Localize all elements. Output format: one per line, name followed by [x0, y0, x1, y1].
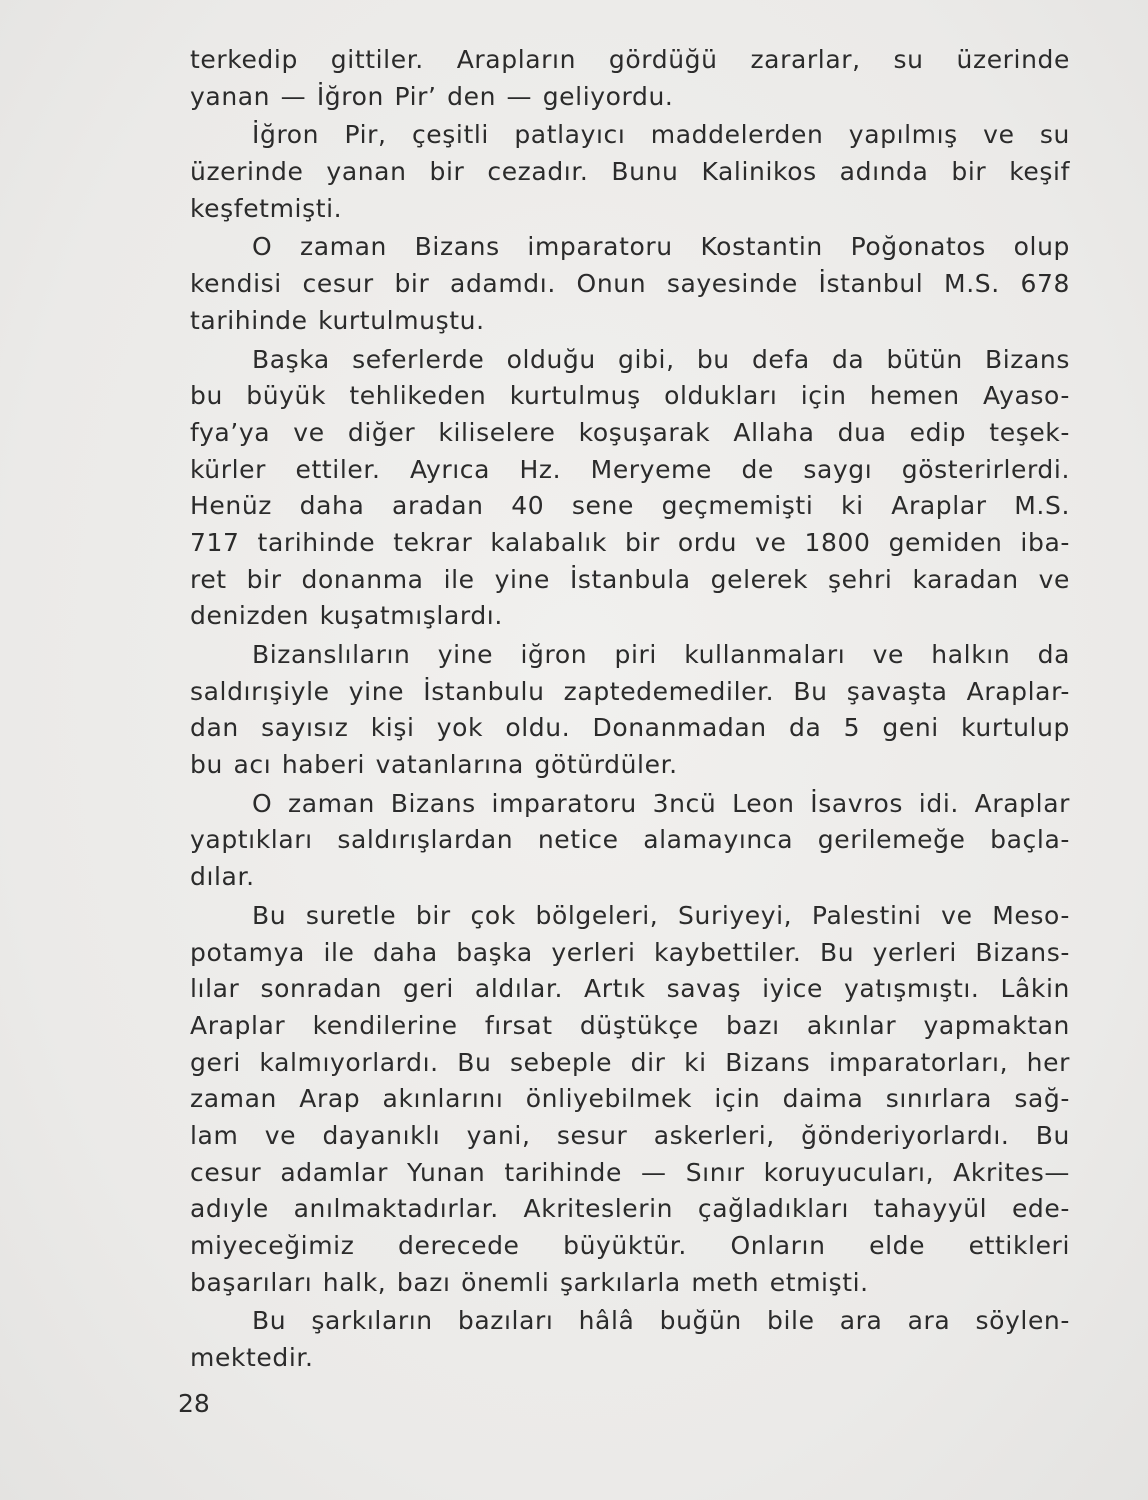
text-line: lılar sonradan geri aldılar. Artık savaş iyice yatışmıştı. Lâkin — [190, 974, 1070, 1004]
text-line: zaman Arap akınlarını önliyebilmek için daima sınırlara sağ- — [190, 1084, 1070, 1114]
text-line: saldırışiyle yine İstanbulu zaptedemediler. Bu şavaşta Araplar- — [190, 676, 1070, 706]
text-line: yanan — İğron Pir’ den — geliyordu. — [190, 81, 674, 111]
paragraph-8 — [190, 1303, 1070, 1376]
text-line: tarihinde kurtulmuştu. — [190, 305, 485, 335]
text-line: terkedip gittiler. Arapların gördüğü zararlar, su üzerinde — [190, 45, 1070, 74]
text-line: Bizanslıların yine iğron piri kullanmaları ve halkın da — [252, 640, 1070, 669]
text-line: Başka seferlerde olduğu gibi, bu defa da bütün Bizans — [252, 344, 1070, 374]
text-line: O zaman Bizans imparatoru 3ncü Leon İsavros idi. Araplar — [252, 788, 1070, 818]
text-line: 717 tarihinde tekrar kalabalık bir ordu ve 1800 gemiden iba- — [190, 527, 1070, 557]
text-line: denizden kuşatmışlardı. — [190, 601, 503, 631]
text-line: Henüz daha aradan 40 sene geçmemişti ki Araplar M.S. — [190, 491, 1070, 521]
paragraph-4 — [190, 342, 1070, 636]
paragraph-1 — [190, 42, 1070, 115]
body-text — [190, 42, 1070, 1379]
text-line: ret bir donanma ile yine İstanbula gelerek şehri karadan ve — [190, 564, 1070, 594]
page-number: 28 — [178, 1389, 210, 1418]
text-line: cesur adamlar Yunan tarihinde — Sınır koruyucuları, Akrites— — [190, 1157, 1070, 1187]
text-line: lam ve dayanıklı yani, sesur askerleri, ğönderiyorlardı. Bu — [190, 1120, 1070, 1150]
paragraph-7 — [190, 898, 1070, 1302]
text-line: bu büyük tehlikeden kurtulmuş oldukları için hemen Ayaso- — [190, 381, 1070, 411]
paragraph-2 — [190, 117, 1070, 227]
text-line: üzerinde yanan bir cezadır. Bunu Kalinikos adında bir keşif — [190, 157, 1070, 187]
text-line: fya’ya ve diğer kiliselere koşuşarak Allaha dua edip teşek- — [190, 417, 1070, 447]
text-line: İğron Pir, çeşitli patlayıcı maddelerden yapılmış ve su — [252, 120, 1070, 150]
text-line: Araplar kendilerine fırsat düştükçe bazı akınlar yapmaktan — [190, 1010, 1070, 1040]
text-line: Bu suretle bir çok bölgeleri, Suriyeyi, Palestini ve Meso- — [252, 900, 1070, 930]
paragraph-3 — [190, 229, 1070, 339]
text-line: başarıları halk, bazı önemli şarkılarla meth etmişti. — [190, 1267, 869, 1297]
text-line: yaptıkları saldırışlardan netice alamayınca gerilemeğe baçla- — [190, 825, 1070, 855]
text-line: geri kalmıyorlardı. Bu sebeple dir ki Bizans imparatorları, her — [190, 1047, 1070, 1077]
text-line: O zaman Bizans imparatoru Kostantin Poğonatos olup — [252, 232, 1070, 262]
text-line: dan sayısız kişi yok oldu. Donanmadan da 5 geni kurtulup — [190, 713, 1070, 743]
paragraph-5 — [190, 637, 1070, 784]
text-line: dılar. — [190, 862, 255, 892]
paragraph-6 — [190, 786, 1070, 896]
text-line: Bu şarkıların bazıları hâlâ buğün bile ara ara söylen- — [252, 1306, 1070, 1336]
text-line: kürler ettiler. Ayrıca Hz. Meryeme de saygı gösterirlerdi. — [190, 454, 1070, 484]
text-line: potamya ile daha başka yerleri kaybettiler. Bu yerleri Bizans- — [190, 937, 1070, 967]
text-line: mektedir. — [190, 1343, 314, 1373]
text-line: kendisi cesur bir adamdı. Onun sayesinde İstanbul M.S. 678 — [190, 269, 1070, 299]
text-line: miyeceğimiz derecede büyüktür. Onların elde ettikleri — [190, 1231, 1070, 1260]
text-line: keşfetmişti. — [190, 193, 343, 223]
text-line: bu acı haberi vatanlarına götürdüler. — [190, 750, 678, 780]
text-line: adıyle anılmaktadırlar. Akriteslerin çağladıkları tahayyül ede- — [190, 1194, 1070, 1224]
